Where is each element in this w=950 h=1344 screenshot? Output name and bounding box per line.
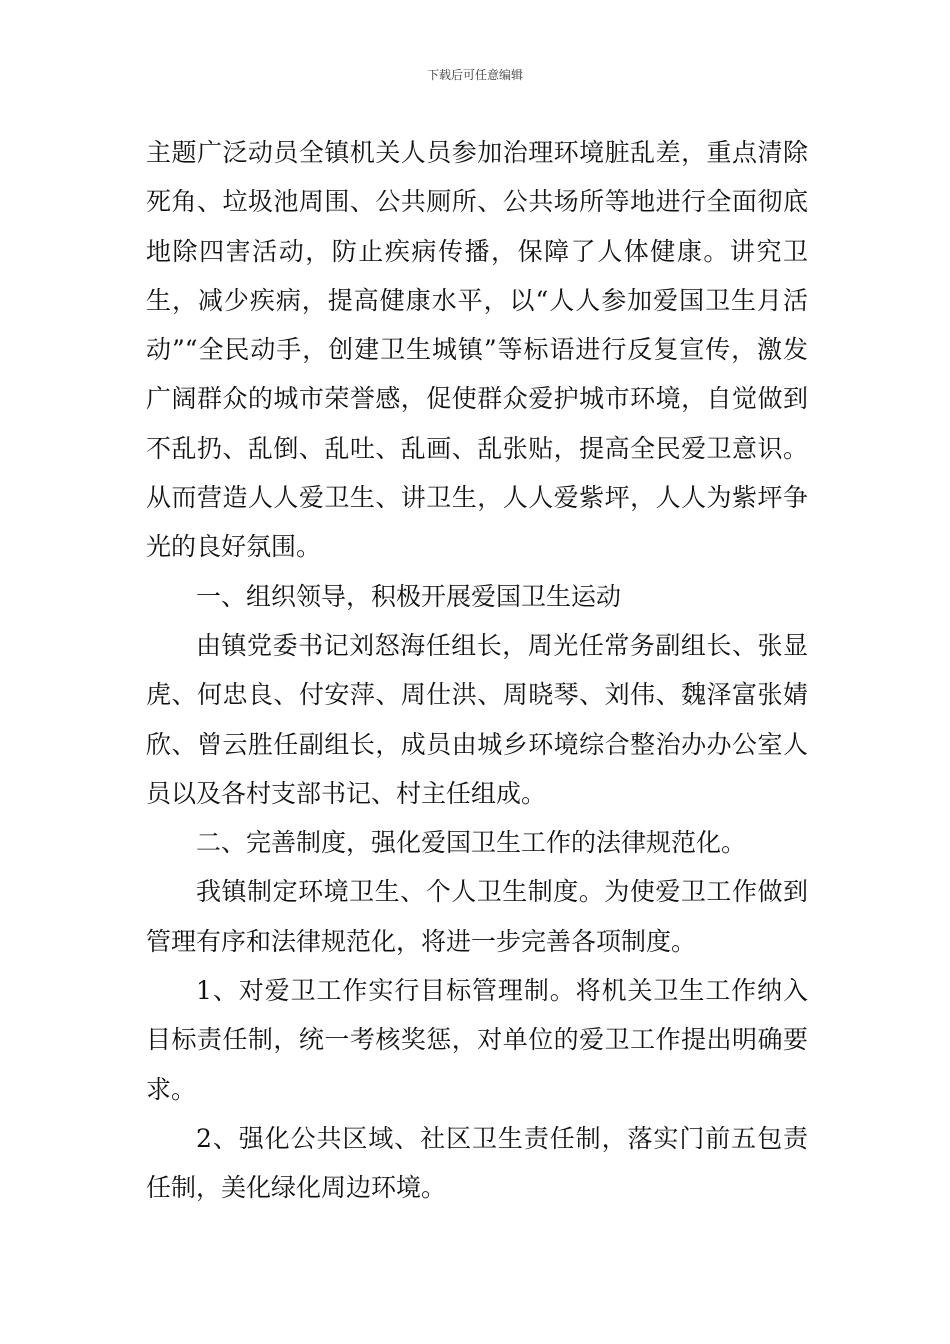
paragraph-leadership: 由镇党委书记刘怒海任组长，周光任常务副组长、张显虎、何忠良、付安萍、周仕洪、周晓琴、刘伟、魏泽富张婧欣、曾云胜任副组长，成员由城乡环境综合整治办办公室人员以及各村支部书记、村主任组成。	[146, 630, 808, 808]
list-item-public-area: 2、强化公共区域、社区卫生责任制，落实门前五包责任制，美化绿化周边环境。	[146, 1123, 808, 1203]
paragraph-rules: 我镇制定环境卫生、个人卫生制度。为使爱卫工作做到管理有序和法律规范化，将进一步完善各项制度。	[146, 877, 808, 956]
paragraph-continuation: 主题广泛动员全镇机关人员参加治理环境脏乱差，重点清除死角、垃圾池周围、公共厕所、公共场所等地进行全面彻底地除四害活动，防止疾病传播，保障了人体健康。讲究卫生，减少疾病，提高健康水平，以“人人参加爱国卫生月活动”“全民动手，创建卫生城镇”等标语进行反复宣传，激发广阔群众的城市荣誉感，促使群众爱护城市环境，自觉做到不乱扔、乱倒、乱吐、乱画、乱张贴，提高全民爱卫意识。从而营造人人爱卫生、讲卫生，人人爱紫坪，人人为紫坪争光的良好氛围。	[146, 138, 808, 562]
section-heading-system: 二、完善制度，强化爱国卫生工作的法律规范化。	[196, 828, 747, 858]
list-item-target-management: 1、对爱卫工作实行目标管理制。将机关卫生工作纳入目标责任制，统一考核奖惩，对单位的爱卫工作提出明确要求。	[146, 976, 808, 1104]
page-header: 下载后可任意编辑	[426, 68, 523, 82]
document-body	[146, 128, 808, 1213]
section-heading-organization: 一、组织领导，积极开展爱国卫生运动	[196, 581, 622, 611]
